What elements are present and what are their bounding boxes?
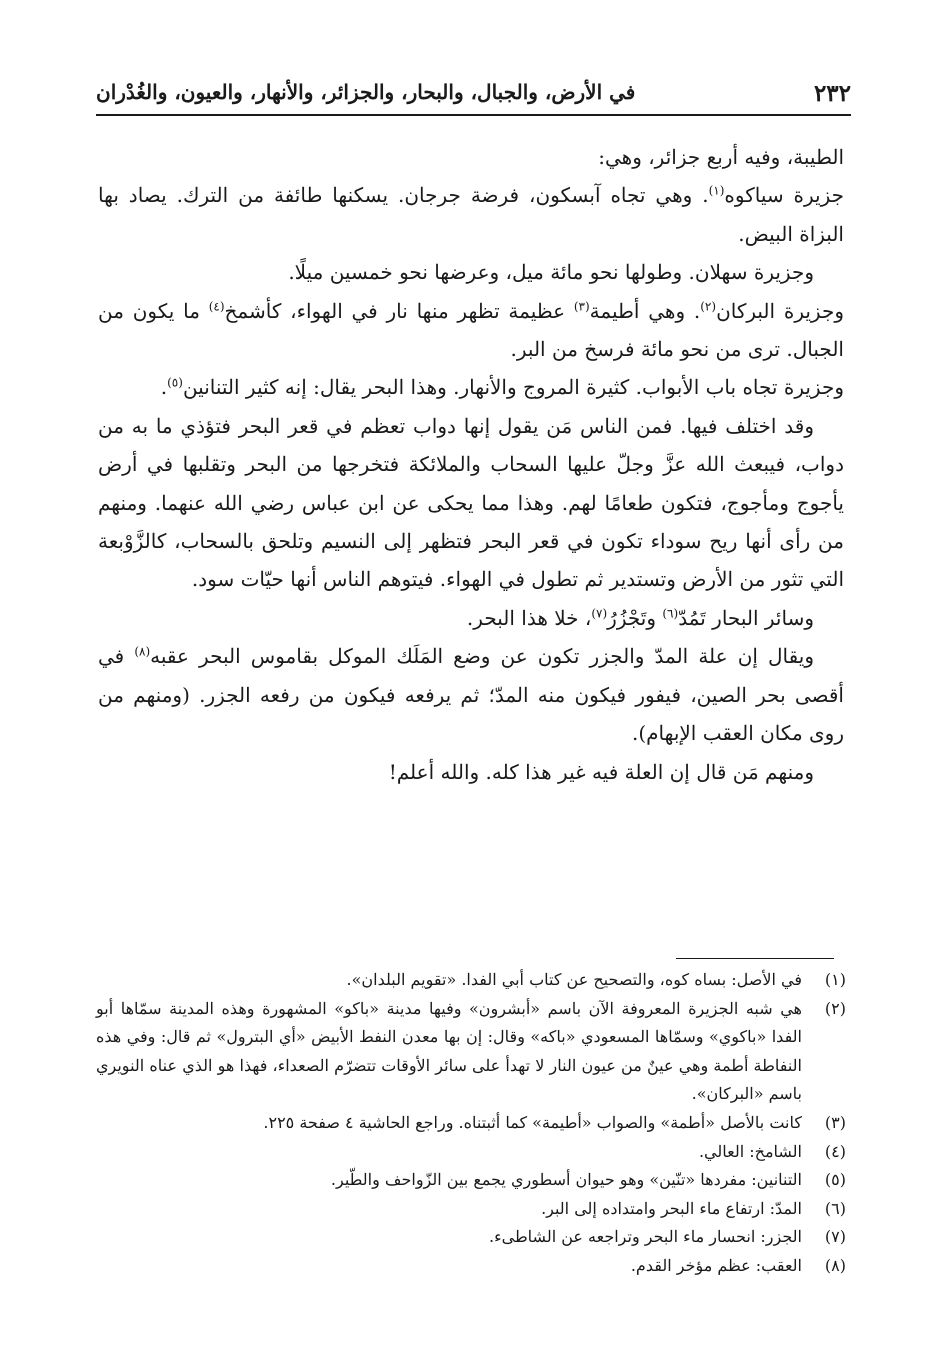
footnote-item bbox=[96, 1223, 846, 1252]
paragraph bbox=[98, 407, 844, 599]
footnote-item bbox=[96, 1252, 846, 1281]
footnote-number: (٣) bbox=[824, 1112, 846, 1132]
footnote-text: كانت بالأصل «أطمة» والصواب «أطيمة» كما أثبتناه. وراجع الحاشية ٤ صفحة ٢٢٥. bbox=[263, 1112, 802, 1132]
paragraph-text: ما يكون من الجبال. ترى من نحو مائة فرسخ من البر. bbox=[98, 298, 844, 362]
footnote-text: في الأصل: بساه كوه، والتصحيح عن كتاب أبي الفدا. «تقويم البلدان». bbox=[346, 970, 802, 989]
paragraph-text: ، خلا هذا البحر. bbox=[466, 605, 592, 630]
paragraph-text: ومنهم مَن قال إن العلة فيه غير هذا كله. والله أعلم! bbox=[388, 759, 814, 784]
paragraph-text: عظيمة تظهر منها نار في الهواء، كأشمخ bbox=[224, 298, 574, 323]
paragraph bbox=[98, 176, 844, 253]
footnote-item bbox=[96, 1109, 846, 1138]
paragraph bbox=[98, 138, 844, 176]
paragraph bbox=[98, 599, 844, 637]
paragraph-text: في أقصى بحر الصين، فيفور فيكون منه المدّ؛ ثم يرفعه فيكون من رفعه الجزر. (ومنهم من روى مكان العقب الإبهام). bbox=[98, 644, 844, 746]
page-header bbox=[96, 62, 851, 116]
footnote-ref: (١) bbox=[708, 183, 725, 198]
paragraph bbox=[98, 253, 844, 291]
paragraph-text: ويقال إن علة المدّ والجزر تكون عن وضع المَلَك الموكل بقاموس البحر عقبه bbox=[150, 644, 814, 669]
footnote-item bbox=[96, 966, 846, 995]
footnote-number: (٤) bbox=[824, 1141, 846, 1161]
paragraph-text: وسائر البحار تَمُدّ bbox=[678, 605, 814, 630]
footnote-number: (٢) bbox=[824, 998, 846, 1018]
footnote-text: التنانين: مفردها «تنّين» وهو حيوان أسطوري يجمع بين الزّواحف والطّير. bbox=[330, 1170, 802, 1190]
paragraph bbox=[98, 368, 844, 406]
footnote-text: الجزر: انحسار ماء البحر وتراجعه عن الشاطىء. bbox=[489, 1227, 802, 1247]
paragraph-text: وقد اختلف فيها. فمن الناس مَن يقول إنها دواب تعظم في قعر البحر فتؤذي ما به من دواب، فيبعث الله عزَّ وجلّ عليها السحاب والملائكة فتخرجها من البحر وتقلبها في أرض يأجوج ومأجوج، فتكون طعامًا لهم. وهذا مما يحكى عن ابن عباس رضي الله عنهما. ومنهم من رأى أنها ريح سوداء تكون في قعر البحر فتظهر إلى النسيم وتلحق بالسحاب، كالزَّوْبعة التي تثور من الأرض وتستدير ثم تطول في الهواء. فيتوهم الناس أنها حيّات سود. bbox=[98, 413, 844, 592]
footnote-ref: (٢) bbox=[700, 298, 717, 313]
footnote-item bbox=[96, 1166, 846, 1195]
paragraph-text: . bbox=[160, 375, 168, 400]
footnote-divider bbox=[676, 958, 834, 959]
footnote-text: هي شبه الجزيرة المعروفة الآن باسم «أبشرون» وفيها مدينة «باكو» المشهورة وهذه المدينة سمّاها أبو الفدا «باكوي» وسمّاها المسعودي «باكه» وقال: إن بها معدن النفط الأبيض «أي البترول» ثم قال: وفي هذه النفاطة أطمة وهي عينٌ من عيون النار لا تهدأ على سائر الأوقات تتضرّم الصعداء، فهذا هو الذي عناه النويري باسم «البركان». bbox=[96, 998, 802, 1104]
paragraph bbox=[98, 292, 844, 369]
footnote-item bbox=[96, 1195, 846, 1224]
paragraph-text: . وهي تجاه آبسكون، فرضة جرجان. يسكنها طائفة من الترك. يصاد بها البزاة البيض. bbox=[98, 183, 844, 246]
footnote-number: (٦) bbox=[824, 1198, 846, 1218]
paragraph bbox=[98, 753, 844, 791]
footnote-item bbox=[96, 1138, 846, 1167]
footnote-ref: (٤) bbox=[208, 298, 225, 313]
paragraph-text: وجزيرة سهلان. وطولها نحو مائة ميل، وعرضها نحو خمسين ميلًا. bbox=[288, 260, 814, 285]
running-title: في الأرض، والجبال، والبحار، والجزائر، والأنهار، والعيون، والغُدْران bbox=[96, 80, 636, 104]
footnote-number: (١) bbox=[824, 970, 846, 989]
footnote-number: (٥) bbox=[824, 1170, 846, 1190]
paragraph-text: . وهي أطيمة bbox=[589, 298, 701, 323]
footnote-ref: (٥) bbox=[167, 375, 183, 390]
paragraph-text: جزيرة سياكوه bbox=[724, 183, 845, 208]
paragraph-text: وتَجْزُرُ bbox=[607, 605, 663, 630]
paragraph-text: الطيبة، وفيه أربع جزائر، وهي: bbox=[598, 145, 844, 169]
footnote-number: (٨) bbox=[824, 1255, 846, 1275]
footnote-ref: (٨) bbox=[134, 644, 151, 659]
footnote-text: العقب: عظم مؤخر القدم. bbox=[630, 1255, 802, 1275]
paragraph bbox=[98, 637, 844, 752]
footnote-item bbox=[96, 995, 846, 1109]
page-number: ٢٣٢ bbox=[813, 80, 851, 107]
paragraph-text: وجزيرة تجاه باب الأبواب. كثيرة المروج والأنهار. وهذا البحر يقال: إنه كثير التنانين bbox=[182, 375, 844, 400]
footnote-number: (٧) bbox=[824, 1227, 846, 1247]
paragraph-text: وجزيرة البركان bbox=[716, 298, 844, 323]
footnote-ref: (٣) bbox=[573, 298, 590, 313]
footnote-ref: (٧) bbox=[591, 606, 608, 621]
footnote-text: الشامخ: العالي. bbox=[698, 1141, 802, 1161]
footnote-text: المدّ: ارتفاع ماء البحر وامتداده إلى البر. bbox=[541, 1198, 802, 1218]
main-text bbox=[98, 138, 844, 791]
footnotes bbox=[96, 966, 846, 1281]
footnote-ref: (٦) bbox=[662, 606, 679, 621]
